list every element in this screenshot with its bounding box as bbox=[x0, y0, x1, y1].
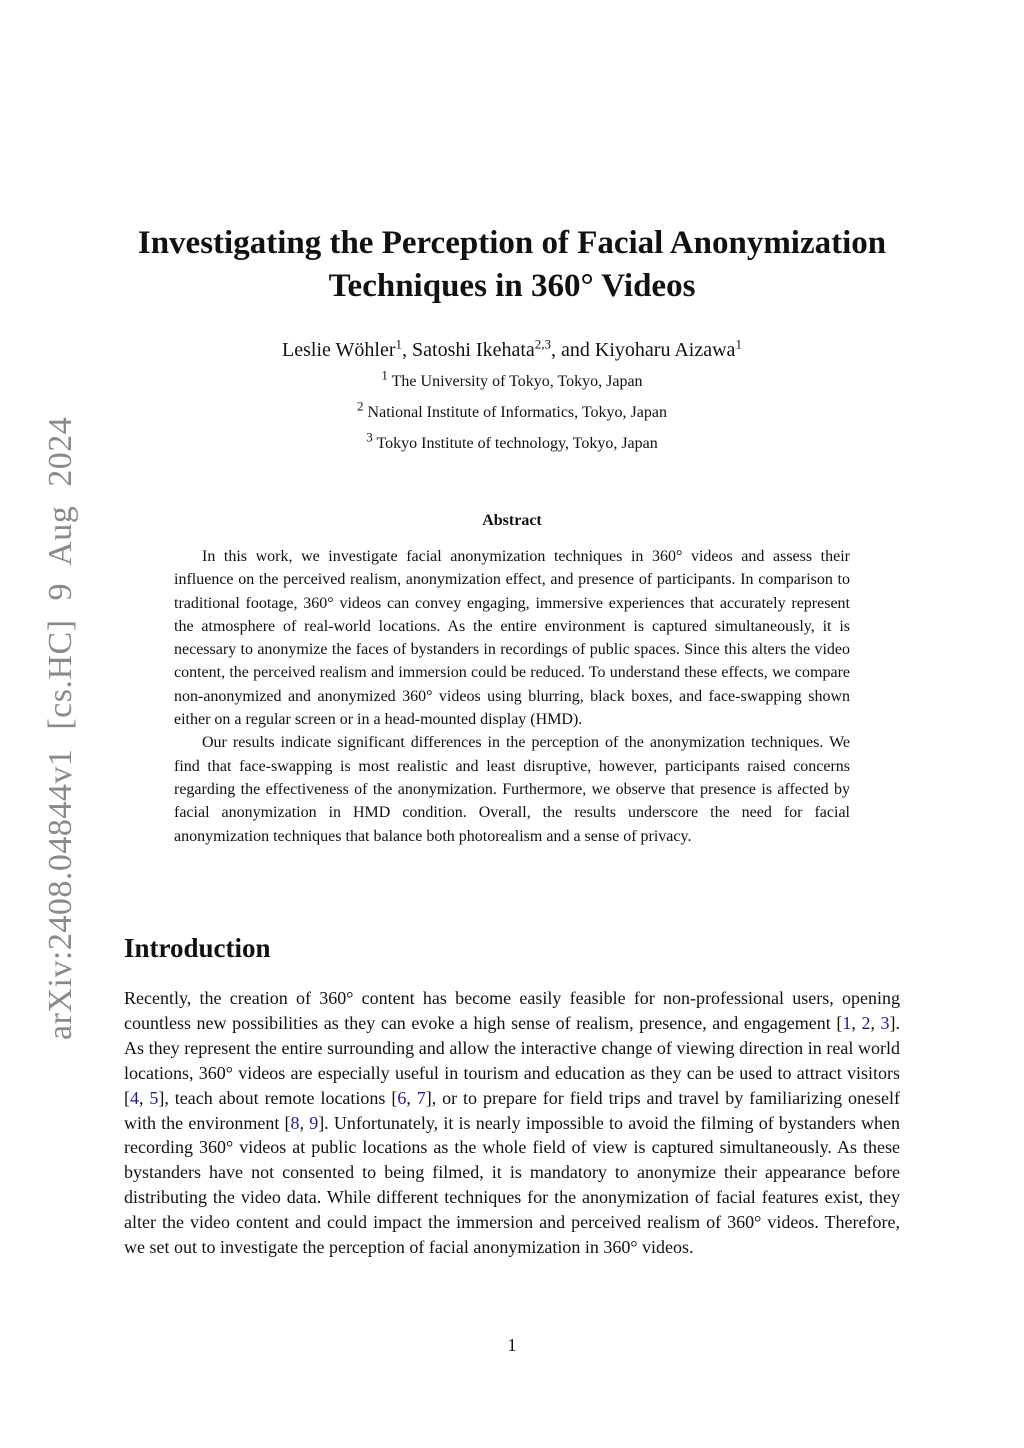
affiliation-number: 2 bbox=[357, 398, 364, 414]
citation-link[interactable]: 2 bbox=[861, 1012, 871, 1033]
author-name: Satoshi Ikehata bbox=[412, 339, 535, 361]
citation-link[interactable]: 3 bbox=[880, 1012, 890, 1033]
introduction-paragraph bbox=[124, 986, 900, 1260]
affiliation-text: The University of Tokyo, Tokyo, Japan bbox=[391, 373, 643, 390]
author-name: Kiyoharu Aizawa bbox=[594, 339, 736, 361]
author-affiliation-mark: 2,3 bbox=[534, 336, 552, 352]
intro-text: ], or to prepare for field trips and travel by familiarizing oneself with the environment [ bbox=[124, 1087, 901, 1133]
citation-link[interactable]: 7 bbox=[416, 1087, 426, 1108]
page-number: 1 bbox=[507, 1335, 517, 1355]
intro-text: ], teach about remote locations [ bbox=[158, 1087, 398, 1108]
affiliation-text: National Institute of Informatics, Tokyo, Japan bbox=[367, 404, 667, 421]
author-affiliation-mark: 1 bbox=[735, 336, 742, 352]
citation-link[interactable]: 9 bbox=[309, 1112, 319, 1133]
intro-text: , bbox=[139, 1087, 150, 1108]
author-affiliation-mark: 1 bbox=[395, 336, 403, 352]
intro-text: , bbox=[299, 1112, 310, 1133]
affiliation-text: Tokyo Institute of technology, Tokyo, Japan bbox=[376, 435, 658, 452]
citation-link[interactable]: 1 bbox=[842, 1012, 852, 1033]
author-list bbox=[100, 336, 924, 364]
citation-link[interactable]: 5 bbox=[149, 1087, 159, 1108]
introduction-heading: Introduction bbox=[124, 933, 271, 963]
affiliation-number: 3 bbox=[366, 429, 373, 445]
intro-text: ]. As they represent the entire surrounding and allow the interactive change of viewing direction in real world locations, 360° videos are especially useful in tourism and education as they can be used to attract visitors [ bbox=[124, 1012, 901, 1108]
author-separator: , and bbox=[551, 339, 595, 361]
intro-text: Recently, the creation of 360° content has become easily feasible for non-professional users, opening countless new possibilities as they can evoke a high sense of realism, presence, and engagement [ bbox=[124, 988, 900, 1033]
intro-text: , bbox=[870, 1012, 881, 1033]
citation-link[interactable]: 4 bbox=[130, 1087, 139, 1108]
author-name: Leslie Wöhler bbox=[282, 339, 396, 361]
author-separator: , bbox=[402, 339, 413, 361]
abstract-heading: Abstract bbox=[482, 512, 542, 529]
intro-text: , bbox=[851, 1012, 862, 1033]
intro-text: , bbox=[406, 1087, 417, 1108]
citation-link[interactable]: 8 bbox=[290, 1112, 300, 1133]
affiliation-1 bbox=[100, 367, 924, 393]
intro-text: ]. Unfortunately, it is nearly impossible to avoid the filming of bystanders when recording 360° videos at public locations as the whole field of view is captured simultaneously. As these bystanders have not consented to being filmed, it is mandatory to anonymize their appearance before distributing the video data. While different techniques for the anonymization of facial features exist, they alter the video content and could impact the immersion and perceived realism of 360° videos. Therefore, we set out to investigate the perception of facial anonymization in 360° videos. bbox=[124, 1112, 901, 1258]
paper-title: Investigating the Perception of Facial Anonymization Techniques in 360° Videos bbox=[137, 225, 887, 304]
arxiv-identifier-stamp: arXiv:2408.04844v1 [cs.HC] 9 Aug 2024 bbox=[42, 416, 79, 1040]
abstract-paragraph: Our results indicate significant differences in the perception of the anonymization techniques. We find that face-swapping is most realistic and least disruptive, however, participants raised concerns regarding the effectiveness of the anonymization. Furthermore, we observe that presence is affected by facial anonymization in HMD condition. Overall, the results underscore the need for facial anonymization techniques that balance both photorealism and a sense of privacy. bbox=[174, 734, 850, 845]
citation-link[interactable]: 6 bbox=[397, 1087, 407, 1108]
abstract-paragraph: In this work, we investigate facial anonymization techniques in 360° videos and assess their influence on the perceived realism, anonymization effect, and presence of participants. In comparison to traditional footage, 360° videos can convey engaging, immersive experiences that accurately represent the atmosphere of real-world locations. As the entire environment is captured simultaneously, it is necessary to anonymize the faces of bystanders in recordings of public spaces. Since this alters the video content, the perceived realism and immersion could be reduced. To understand these effects, we compare non-anonymized and anonymized 360° videos using blurring, black boxes, and face-swapping shown either on a regular screen or in a head-mounted display (HMD). bbox=[174, 548, 850, 729]
affiliation-number: 1 bbox=[381, 367, 388, 383]
abstract-body bbox=[174, 545, 850, 848]
affiliation-2 bbox=[100, 398, 924, 424]
affiliation-3 bbox=[100, 429, 924, 455]
